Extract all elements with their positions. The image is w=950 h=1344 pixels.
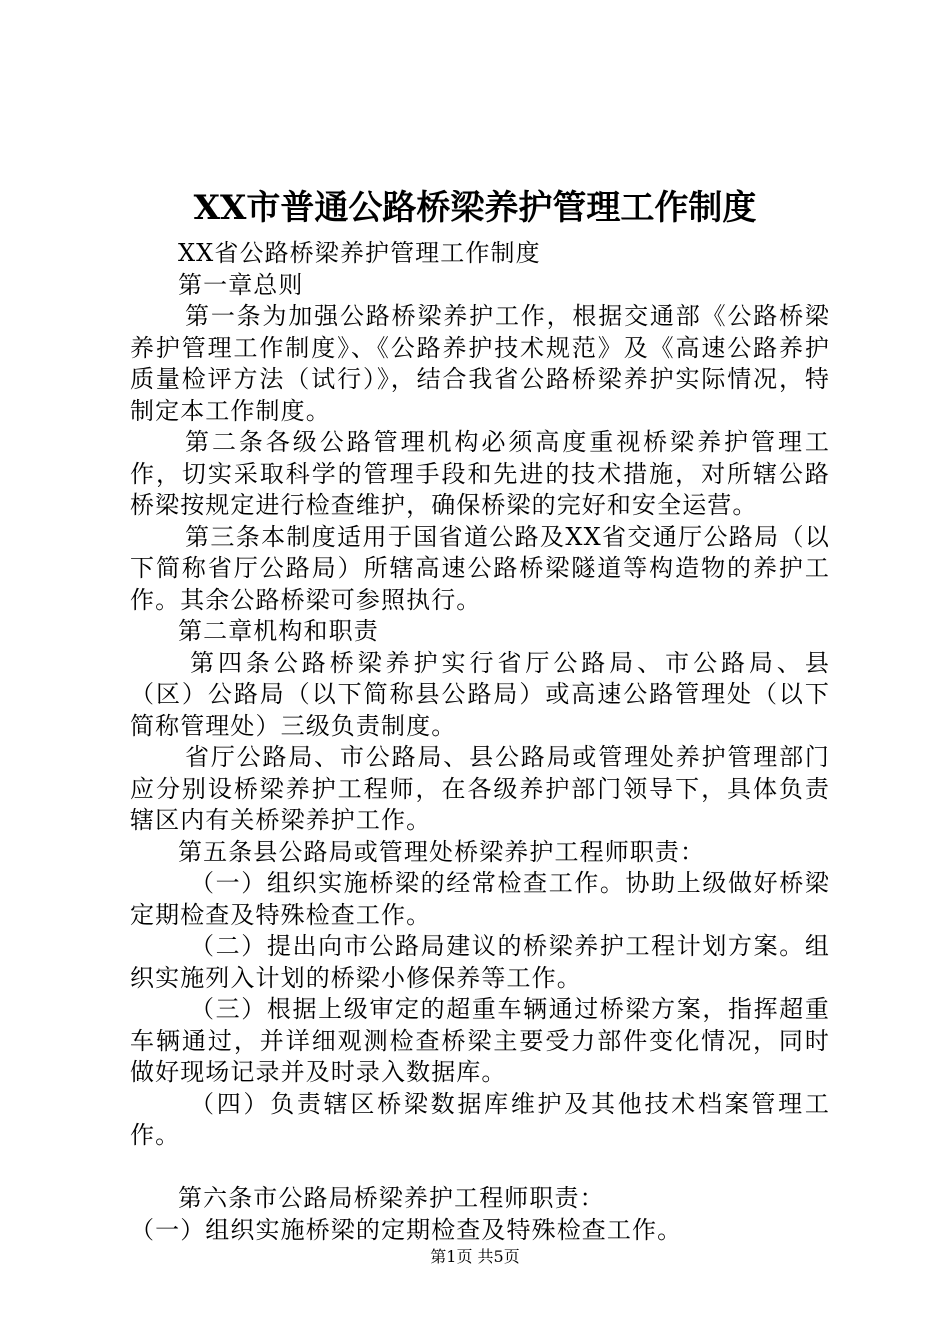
list-item: （四）负责辖区桥梁数据库维护及其他技术档案管理工作。 — [130, 1089, 830, 1149]
article-paragraph: 第六条市公路局桥梁养护工程师职责： — [178, 1184, 605, 1212]
article-paragraph: 第二条各级公路管理机构必须高度重视桥梁养护管理工作，切实采取科学的管理手段和先进的技术措施，对所辖公路桥梁按规定进行检查维护，确保桥梁的完好和安全运营。 — [130, 428, 830, 519]
chapter-heading: 第一章总则 — [178, 270, 304, 299]
article-paragraph: 第五条县公路局或管理处桥梁养护工程师职责： — [178, 837, 706, 866]
list-item: （一）组织实施桥梁的定期检查及特殊检查工作。 — [130, 1215, 683, 1244]
document-title: XX市普通公路桥梁养护管理工作制度 — [193, 188, 757, 228]
chapter-heading: 第二章机构和职责 — [178, 617, 379, 645]
article-paragraph: 第四条公路桥梁养护实行省厅公路局、市公路局、县（区）公路局（以下简称县公路局）或高速公路管理处（以下简称管理处）三级负责制度。 — [130, 648, 830, 740]
subtitle-paragraph: XX省公路桥梁养护管理工作制度 — [178, 239, 541, 267]
list-item: （一）组织实施桥梁的经常检查工作。协助上级做好桥梁定期检查及特殊检查工作。 — [130, 869, 830, 929]
article-paragraph: 第一条为加强公路桥梁养护工作，根据交通部《公路桥梁养护管理工作制度》、《公路养护技术规范》及《高速公路养护质量检评方法（试行）》，结合我省公路桥梁养护实际情况，特制定本工作制度。 — [130, 302, 830, 425]
article-paragraph: 第三条本制度适用于国省道公路及XX省交通厅公路局（以下简称省厅公路局）所辖高速公路桥梁隧道等构造物的养护工作。其余公路桥梁可参照执行。 — [130, 522, 830, 614]
article-paragraph: 省厅公路局、市公路局、县公路局或管理处养护管理部门应分别设桥梁养护工程师，在各级养护部门领导下，具体负责辖区内有关桥梁养护工作。 — [130, 743, 830, 834]
paragraph-spacer — [130, 1152, 830, 1184]
page-number-footer: 第1页 共5页 — [430, 1247, 520, 1266]
list-item: （二）提出向市公路局建议的桥梁养护工程计划方案。组织实施列入计划的桥梁小修保养等工作。 — [130, 932, 830, 992]
list-item: （三）根据上级审定的超重车辆通过桥梁方案，指挥超重车辆通过，并详细观测检查桥梁主要受力部件变化情况，同时做好现场记录并及时录入数据库。 — [130, 995, 830, 1086]
document-body — [130, 238, 830, 1246]
